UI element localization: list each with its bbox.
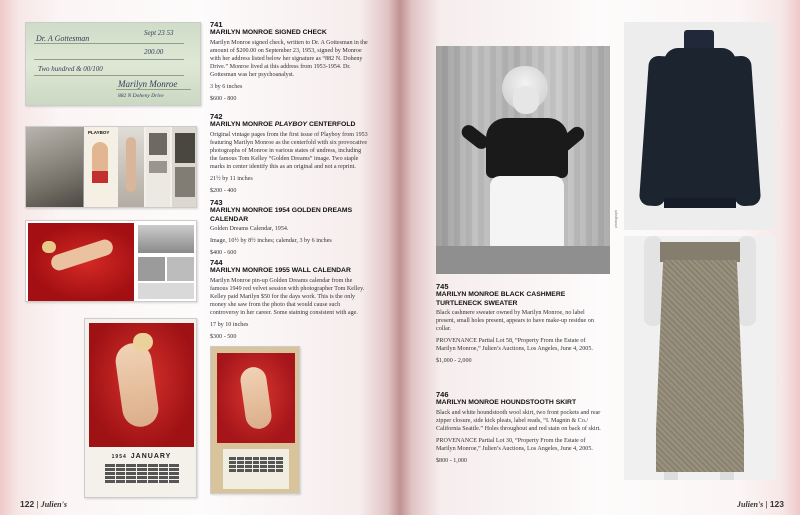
lot-745-description bbox=[436, 282, 602, 365]
page-number: 122 bbox=[20, 499, 35, 509]
lot-size: 21½ by 11 inches bbox=[210, 175, 253, 182]
lot-title: MARILYN MONROE 1955 WALL CALENDAR bbox=[210, 267, 351, 274]
houndstooth-skirt-image bbox=[624, 236, 776, 480]
lot-estimate: $600 - 800 bbox=[210, 95, 237, 102]
lot-size: 3 by 6 inches bbox=[210, 83, 243, 90]
lot-estimate: $300 - 500 bbox=[210, 333, 237, 340]
photo-credit: photograph bbox=[614, 210, 618, 228]
lot-743-description bbox=[210, 198, 370, 257]
lot-title: MARILYN MONROE 1954 GOLDEN DREAMS CALENDAR bbox=[210, 207, 353, 223]
lot-number: 743 bbox=[210, 198, 223, 207]
lot-estimate: $800 - 1,000 bbox=[436, 457, 467, 464]
check-memo: 882 N Doheny Drive bbox=[118, 93, 164, 99]
lot-description: Marilyn Monroe pin-up Golden Dreams calendar from the famous 1949 red velvet session with photographer Tom Kelley. Kelley paid Marilyn $50 for the days work. This is the only money she saw from the photo that would cause such controversy in her career. Some staining consistent with age. bbox=[210, 277, 365, 316]
monroe-portrait-photo bbox=[436, 46, 610, 274]
calendar-year-small: 1954 bbox=[111, 454, 127, 460]
right-folio: Julien's | 123 bbox=[737, 499, 784, 509]
check-payee: Dr. A Gottesman bbox=[36, 34, 90, 43]
left-folio: 122 | Julien's bbox=[20, 499, 67, 509]
lot-estimate: $400 - 600 bbox=[210, 250, 237, 256]
lot-741-description bbox=[210, 20, 370, 103]
playboy-centerfold-pages-image bbox=[25, 126, 197, 208]
small-calendar-image bbox=[210, 346, 300, 494]
publisher-logo: Julien's bbox=[737, 500, 764, 509]
lot-description: Golden Dreams Calendar, 1954. bbox=[210, 226, 289, 232]
lot-title: MARILYN MONROE HOUNDSTOOTH SKIRT bbox=[436, 399, 577, 406]
black-turtleneck-sweater-image bbox=[624, 22, 776, 230]
playboy-masthead: PLAYBOY bbox=[88, 130, 110, 135]
check-date: Sept 23 53 bbox=[144, 29, 174, 37]
golden-dreams-calendar-image bbox=[25, 220, 197, 302]
lot-description: Black cashmere sweater owned by Marilyn Monroe, no label present, small holes present, appears to have make-up residue on collar. bbox=[436, 310, 594, 332]
lot-description: Marilyn Monroe signed check, written to Dr. A Gottesman in the amount of $200.00 on September 23, 1953, signed by Monroe with her address listed below her signature as “882 N. Doheny Drive.” Monroe lived at this address from 1953-1954. Dr. Gottesman was her psychoanalyst. bbox=[210, 39, 368, 78]
book-gutter bbox=[388, 0, 412, 515]
lot-size: 17 by 10 inches bbox=[210, 321, 249, 328]
lot-title: MARILYN MONROE PLAYBOY CENTERFOLD bbox=[210, 121, 356, 128]
lot-title: MARILYN MONROE SIGNED CHECK bbox=[210, 29, 327, 36]
lot-estimate: $1,000 - 2,000 bbox=[436, 358, 472, 364]
lot-description: Black and white houndstooth wool skirt, two front pockets and rear zipper closure, side kick pleats, label reads, “I. Magnin & Co./ California Seattle.” Holes throughout and red stain on back of skirt. bbox=[436, 409, 601, 432]
lot-provenance: PROVENANCE Partial Lot 58, “Property From the Estate of Marilyn Monroe,” Julien’s Auctions, Los Angeles, June 4, 2005. bbox=[436, 338, 593, 352]
signed-check-image: Sept 23 53 Dr. A Gottesman 200.00 Two hundred & 00/100 Marilyn Monroe 882 N Doheny Drive bbox=[25, 22, 201, 106]
lot-number: 742 bbox=[210, 112, 223, 121]
lot-size: Image, 10½ by 8½ inches; calendar, 3 by 6 inches bbox=[210, 238, 332, 244]
lot-number: 745 bbox=[436, 282, 449, 291]
lot-title: MARILYN MONROE BLACK CASHMERE TURTLENECK SWEATER bbox=[436, 291, 566, 307]
lot-description: Original vintage pages from the first issue of Playboy from 1953 featuring Marilyn Monroe as the centerfold with six provocative photographs of Monroe in various states of undress, including the famous Tom Kelley “Golden Dreams” image. Two staple marks in center identify this as an original and not a reprint. bbox=[210, 131, 368, 170]
calendar-days-grid bbox=[105, 464, 179, 483]
check-amount: 200.00 bbox=[144, 48, 164, 56]
lot-746-description bbox=[436, 390, 602, 465]
lot-number: 741 bbox=[210, 20, 223, 29]
lot-number: 746 bbox=[436, 390, 449, 399]
wall-calendar-image bbox=[84, 318, 197, 498]
lot-provenance: PROVENANCE Partial Lot 30, “Property From the Estate of Marilyn Monroe,” Julien’s Auctions, Los Angeles, June 4, 2005. bbox=[436, 437, 593, 452]
calendar-month: JANUARY bbox=[130, 453, 172, 460]
lot-744-description bbox=[210, 258, 370, 341]
page-number: 123 bbox=[769, 499, 784, 509]
lot-742-description bbox=[210, 112, 370, 195]
publisher-logo: Julien's bbox=[40, 500, 67, 509]
lot-number: 744 bbox=[210, 258, 223, 267]
lot-estimate: $200 - 400 bbox=[210, 187, 237, 194]
